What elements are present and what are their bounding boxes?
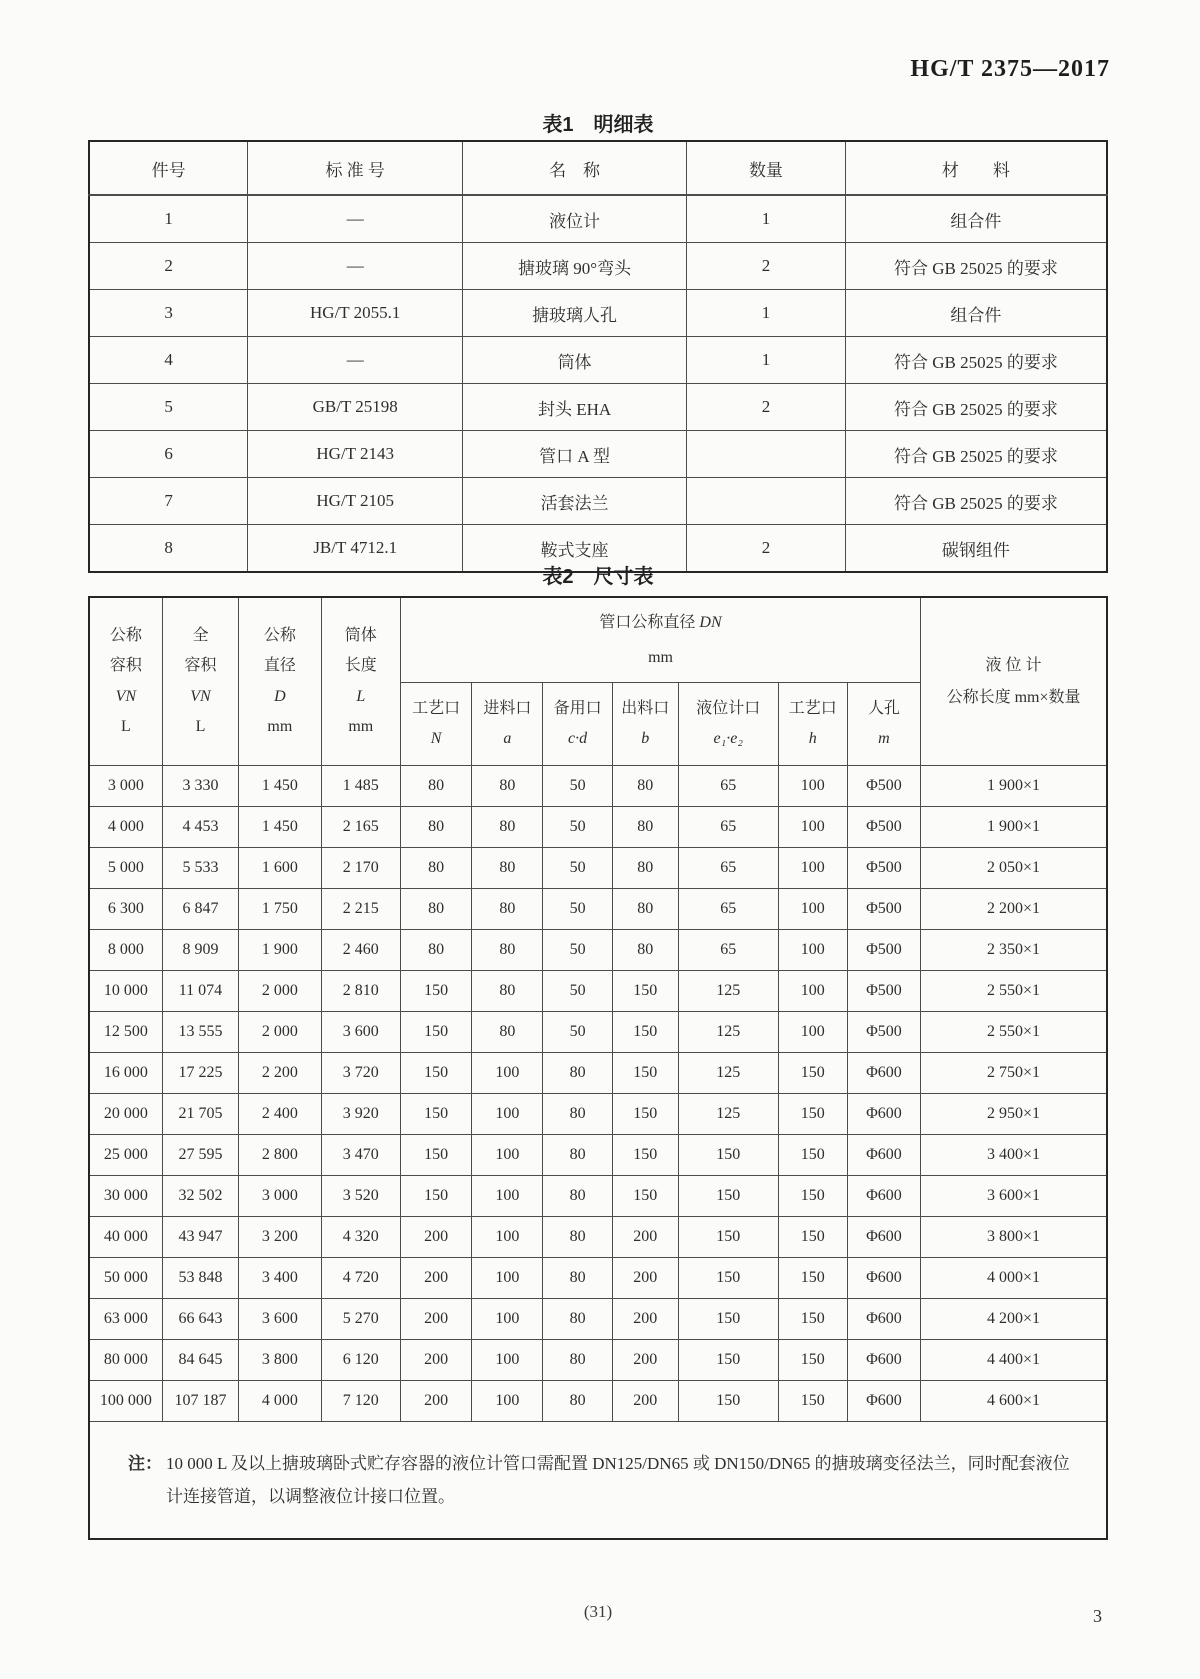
- table-cell: 80: [612, 766, 678, 807]
- table-cell: 50: [543, 889, 612, 930]
- table-cell: 80: [543, 1094, 612, 1135]
- table-cell: 4 720: [321, 1258, 400, 1299]
- table-cell: 150: [678, 1299, 778, 1340]
- table-cell: 200: [612, 1258, 678, 1299]
- table-cell: 1: [687, 195, 846, 243]
- table-cell: 2 000: [239, 971, 321, 1012]
- table-cell: 150: [778, 1176, 847, 1217]
- table-cell: 150: [400, 1012, 471, 1053]
- table-row: [89, 478, 1107, 525]
- table-cell: 150: [400, 1053, 471, 1094]
- col-group-nozzle-dn: 管口公称直径 DN mm: [400, 597, 920, 683]
- table-cell: 150: [778, 1299, 847, 1340]
- table-row: [89, 1176, 1107, 1217]
- table-row: [89, 889, 1107, 930]
- table-cell: 1 450: [239, 766, 321, 807]
- table-cell: 150: [778, 1094, 847, 1135]
- table-cell: 125: [678, 1094, 778, 1135]
- col-header-name: 名 称: [463, 141, 687, 195]
- table-row: [89, 1135, 1107, 1176]
- table-cell: 5: [89, 384, 248, 431]
- table-cell: 100: [472, 1176, 543, 1217]
- table-cell: 2 050×1: [921, 848, 1107, 889]
- table-cell: 2: [687, 525, 846, 573]
- table-cell: 150: [678, 1340, 778, 1381]
- table-cell: 200: [400, 1340, 471, 1381]
- table2-note-section: [89, 1422, 1107, 1540]
- table-cell: 200: [400, 1217, 471, 1258]
- table-row: [89, 1381, 1107, 1422]
- table-cell: 3 000: [89, 766, 162, 807]
- table-cell: Φ600: [847, 1258, 920, 1299]
- table-row: [89, 971, 1107, 1012]
- table-cell: 200: [400, 1381, 471, 1422]
- table-row: [89, 1217, 1107, 1258]
- table-cell: 4 400×1: [921, 1340, 1107, 1381]
- table-cell: HG/T 2105: [248, 478, 463, 525]
- table2-caption: 表2 尺寸表: [542, 566, 654, 588]
- table-cell: 150: [612, 971, 678, 1012]
- table-cell: Φ600: [847, 1176, 920, 1217]
- table-row: [89, 243, 1107, 290]
- table-cell: 2 750×1: [921, 1053, 1107, 1094]
- table-cell: 30 000: [89, 1176, 162, 1217]
- col-header-level-gauge: 液 位 计 公称长度 mm×数量: [921, 597, 1107, 766]
- table-cell: HG/T 2055.1: [248, 290, 463, 337]
- table-cell: 组合件: [845, 195, 1107, 243]
- table-cell: 80: [400, 766, 471, 807]
- table-cell: 65: [678, 930, 778, 971]
- table-cell: 6 300: [89, 889, 162, 930]
- col-header-nominal-volume: 公称 容积 VN L: [89, 597, 162, 766]
- table-cell: 50: [543, 1012, 612, 1053]
- table-cell: 50: [543, 766, 612, 807]
- table-cell: 53 848: [162, 1258, 238, 1299]
- table-cell: 2 215: [321, 889, 400, 930]
- table-cell: 100: [472, 1258, 543, 1299]
- table-cell: Φ500: [847, 889, 920, 930]
- table-cell: 7 120: [321, 1381, 400, 1422]
- table-row: [89, 930, 1107, 971]
- table-cell: 80: [472, 971, 543, 1012]
- table-cell: 4: [89, 337, 248, 384]
- table-cell: 2: [687, 384, 846, 431]
- table-cell: 4 000: [239, 1381, 321, 1422]
- table-cell: 150: [778, 1258, 847, 1299]
- table-cell: 2 170: [321, 848, 400, 889]
- table-cell: 80 000: [89, 1340, 162, 1381]
- table-cell: Φ600: [847, 1381, 920, 1422]
- table-cell: 3 470: [321, 1135, 400, 1176]
- table-cell: 80: [543, 1258, 612, 1299]
- table-cell: Φ500: [847, 848, 920, 889]
- table-row: [89, 337, 1107, 384]
- table-cell: Φ600: [847, 1135, 920, 1176]
- table-cell: Φ600: [847, 1340, 920, 1381]
- table-cell: 150: [612, 1176, 678, 1217]
- table-cell: 43 947: [162, 1217, 238, 1258]
- table-cell: 管口 A 型: [463, 431, 687, 478]
- table-cell: 150: [778, 1135, 847, 1176]
- table-cell: 2 200: [239, 1053, 321, 1094]
- table-cell: 4 320: [321, 1217, 400, 1258]
- table-cell: 65: [678, 889, 778, 930]
- table-row: [89, 807, 1107, 848]
- col-header-process-port-n: 工艺口 N: [400, 683, 471, 766]
- table-cell: 活套法兰: [463, 478, 687, 525]
- table-cell: —: [248, 243, 463, 290]
- table-cell: 1 900×1: [921, 807, 1107, 848]
- table-cell: 150: [612, 1094, 678, 1135]
- table-cell: 150: [678, 1381, 778, 1422]
- table-cell: 3 920: [321, 1094, 400, 1135]
- table-cell: Φ600: [847, 1299, 920, 1340]
- table-cell: 100: [778, 889, 847, 930]
- col-header-full-volume: 全 容积 VN L: [162, 597, 238, 766]
- table-cell: 80: [543, 1299, 612, 1340]
- table-cell: 32 502: [162, 1176, 238, 1217]
- table-cell: 100: [472, 1340, 543, 1381]
- table-cell: 2: [687, 243, 846, 290]
- table-cell: 40 000: [89, 1217, 162, 1258]
- table-cell: 200: [400, 1299, 471, 1340]
- table-cell: Φ600: [847, 1217, 920, 1258]
- table-cell: 27 595: [162, 1135, 238, 1176]
- table-cell: 2 460: [321, 930, 400, 971]
- table-cell: 符合 GB 25025 的要求: [845, 243, 1107, 290]
- table-cell: 150: [612, 1053, 678, 1094]
- table-cell: 3 520: [321, 1176, 400, 1217]
- col-header-feed-port-a: 进料口 a: [472, 683, 543, 766]
- table-cell: 3: [89, 290, 248, 337]
- table-cell: 2 165: [321, 807, 400, 848]
- table-cell: 1 600: [239, 848, 321, 889]
- table-cell: 125: [678, 1053, 778, 1094]
- table-cell: 符合 GB 25025 的要求: [845, 337, 1107, 384]
- table-cell: 2 400: [239, 1094, 321, 1135]
- table-cell: 符合 GB 25025 的要求: [845, 431, 1107, 478]
- table-cell: —: [248, 337, 463, 384]
- col-header-quantity: 数量: [687, 141, 846, 195]
- table-cell: 1 750: [239, 889, 321, 930]
- table-cell: 80: [400, 848, 471, 889]
- table-cell: 65: [678, 766, 778, 807]
- table-row: [89, 766, 1107, 807]
- table-cell: 100: [778, 971, 847, 1012]
- table-cell: 50: [543, 807, 612, 848]
- table-cell: Φ500: [847, 807, 920, 848]
- table-cell: 100: [472, 1094, 543, 1135]
- table-cell: 63 000: [89, 1299, 162, 1340]
- table-cell: 100: [778, 848, 847, 889]
- table-cell: 80: [472, 1012, 543, 1053]
- standard-number: HG/T 2375—2017: [910, 56, 1110, 82]
- table-cell: 搪玻璃人孔: [463, 290, 687, 337]
- col-header-nominal-diameter: 公称 直径 D mm: [239, 597, 321, 766]
- table-row: [89, 431, 1107, 478]
- table1-header: [89, 141, 1107, 195]
- table-cell: 80: [400, 889, 471, 930]
- table-cell: 6: [89, 431, 248, 478]
- table-cell: 150: [612, 1012, 678, 1053]
- table-cell: 4 600×1: [921, 1381, 1107, 1422]
- table-cell: 2 350×1: [921, 930, 1107, 971]
- table-cell: 3 600: [321, 1012, 400, 1053]
- table-cell: 150: [400, 1135, 471, 1176]
- table-cell: 5 270: [321, 1299, 400, 1340]
- table-cell: 1 900: [239, 930, 321, 971]
- table-cell: 80: [543, 1340, 612, 1381]
- table-cell: 150: [400, 1176, 471, 1217]
- col-header-process-port-h: 工艺口 h: [778, 683, 847, 766]
- table-cell: 80: [543, 1217, 612, 1258]
- table-cell: 5 533: [162, 848, 238, 889]
- table-cell: Φ600: [847, 1094, 920, 1135]
- table-cell: —: [248, 195, 463, 243]
- table-cell: 100: [778, 930, 847, 971]
- table-cell: 50: [543, 848, 612, 889]
- table-cell: 80: [612, 930, 678, 971]
- table-cell: 1: [89, 195, 248, 243]
- table-cell: 200: [612, 1381, 678, 1422]
- table-cell: 100: [778, 807, 847, 848]
- table-cell: 150: [778, 1340, 847, 1381]
- table-cell: 3 330: [162, 766, 238, 807]
- table-cell: 3 800: [239, 1340, 321, 1381]
- table-cell: 8 000: [89, 930, 162, 971]
- table-cell: 2 000: [239, 1012, 321, 1053]
- table-cell: 11 074: [162, 971, 238, 1012]
- table-cell: 100: [472, 1381, 543, 1422]
- table-cell: 50: [543, 930, 612, 971]
- table-cell: 4 000: [89, 807, 162, 848]
- table-cell: 3 800×1: [921, 1217, 1107, 1258]
- table-cell: 200: [612, 1299, 678, 1340]
- table-cell: 80: [612, 889, 678, 930]
- table-cell: 80: [472, 848, 543, 889]
- table-cell: 80: [612, 807, 678, 848]
- table-row: [89, 1094, 1107, 1135]
- table2-body: [89, 766, 1107, 1422]
- table-cell: 66 643: [162, 1299, 238, 1340]
- table-cell: 150: [400, 971, 471, 1012]
- table-cell: 7: [89, 478, 248, 525]
- table-cell: HG/T 2143: [248, 431, 463, 478]
- table-row: [89, 1012, 1107, 1053]
- table-cell: 150: [778, 1381, 847, 1422]
- table-cell: GB/T 25198: [248, 384, 463, 431]
- table-cell: 100: [778, 1012, 847, 1053]
- table-cell: 5 000: [89, 848, 162, 889]
- table-cell: 80: [612, 848, 678, 889]
- table-cell: 80: [472, 807, 543, 848]
- table-cell: 150: [778, 1053, 847, 1094]
- table-cell: 80: [472, 930, 543, 971]
- table-cell: JB/T 4712.1: [248, 525, 463, 573]
- table-row: [89, 290, 1107, 337]
- table-cell: [687, 478, 846, 525]
- table-cell: 150: [678, 1258, 778, 1299]
- table-cell: Φ500: [847, 971, 920, 1012]
- table-cell: 8 909: [162, 930, 238, 971]
- table-cell: 17 225: [162, 1053, 238, 1094]
- table-cell: 组合件: [845, 290, 1107, 337]
- table-cell: 碳钢组件: [845, 525, 1107, 573]
- table-cell: 10 000: [89, 971, 162, 1012]
- table-cell: 2 550×1: [921, 1012, 1107, 1053]
- table-cell: 150: [612, 1135, 678, 1176]
- col-header-spare-port-cd: 备用口 c·d: [543, 683, 612, 766]
- table1-body: [89, 195, 1107, 572]
- table-cell: 2 810: [321, 971, 400, 1012]
- table-cell: 16 000: [89, 1053, 162, 1094]
- table-row: [89, 141, 1107, 195]
- table-cell: 1 485: [321, 766, 400, 807]
- table-cell: 200: [612, 1340, 678, 1381]
- table-cell: 3 720: [321, 1053, 400, 1094]
- table-cell: 100: [472, 1053, 543, 1094]
- table-cell: 125: [678, 971, 778, 1012]
- table-cell: 1 900×1: [921, 766, 1107, 807]
- table2-dimensions: [88, 596, 1108, 1540]
- table-cell: 150: [778, 1217, 847, 1258]
- table-cell: 4 000×1: [921, 1258, 1107, 1299]
- folio-number: (31): [583, 1602, 613, 1621]
- table-cell: 3 400×1: [921, 1135, 1107, 1176]
- table-cell: 3 200: [239, 1217, 321, 1258]
- table-cell: 80: [472, 766, 543, 807]
- table-cell: 80: [400, 930, 471, 971]
- table-cell: 150: [678, 1135, 778, 1176]
- table1-caption: 表1 明细表: [542, 114, 654, 136]
- table-cell: Φ500: [847, 766, 920, 807]
- table-cell: 100: [778, 766, 847, 807]
- table-cell: 25 000: [89, 1135, 162, 1176]
- table-cell: 80: [543, 1053, 612, 1094]
- table-cell: 筒体: [463, 337, 687, 384]
- table-cell: 80: [543, 1135, 612, 1176]
- table-cell: 125: [678, 1012, 778, 1053]
- table-cell: 符合 GB 25025 的要求: [845, 478, 1107, 525]
- table-cell: 21 705: [162, 1094, 238, 1135]
- table-cell: Φ600: [847, 1053, 920, 1094]
- table-row: [89, 195, 1107, 243]
- table-cell: [687, 431, 846, 478]
- table2-note: [89, 1422, 1107, 1540]
- table-cell: 1 450: [239, 807, 321, 848]
- col-header-manhole-m: 人孔 m: [847, 683, 920, 766]
- table-cell: 3 600×1: [921, 1176, 1107, 1217]
- table-cell: 80: [472, 889, 543, 930]
- table1-detail-list: [88, 140, 1108, 573]
- note-label: 注：: [128, 1453, 162, 1473]
- col-header-item-no: 件号: [89, 141, 248, 195]
- table-cell: 6 847: [162, 889, 238, 930]
- table-cell: 液位计: [463, 195, 687, 243]
- table-cell: 50: [543, 971, 612, 1012]
- table-row: [89, 1422, 1107, 1540]
- table-cell: 搪玻璃 90°弯头: [463, 243, 687, 290]
- note-text: 10 000 L 及以上搪玻璃卧式贮存容器的液位计管口需配置 DN125/DN65 或 DN150/DN65 的搪玻璃变径法兰，同时配套液位计连接管道，以调整液位计接口位置。: [166, 1453, 1070, 1506]
- table-cell: 2: [89, 243, 248, 290]
- table-cell: 150: [400, 1094, 471, 1135]
- table-row: [89, 1053, 1107, 1094]
- table-cell: 3 400: [239, 1258, 321, 1299]
- table-row: [89, 1299, 1107, 1340]
- table-cell: 4 200×1: [921, 1299, 1107, 1340]
- table-cell: 65: [678, 807, 778, 848]
- table-cell: 20 000: [89, 1094, 162, 1135]
- table-cell: 符合 GB 25025 的要求: [845, 384, 1107, 431]
- table-cell: 107 187: [162, 1381, 238, 1422]
- table-cell: 80: [400, 807, 471, 848]
- table-row: [89, 597, 1107, 683]
- table-cell: 6 120: [321, 1340, 400, 1381]
- table-cell: 100: [472, 1217, 543, 1258]
- table-cell: 84 645: [162, 1340, 238, 1381]
- table-cell: 3 600: [239, 1299, 321, 1340]
- table-cell: 150: [678, 1217, 778, 1258]
- col-header-shell-length: 筒体 长度 L mm: [321, 597, 400, 766]
- table-cell: 100 000: [89, 1381, 162, 1422]
- table-cell: 200: [400, 1258, 471, 1299]
- table-cell: Φ500: [847, 1012, 920, 1053]
- table-cell: 200: [612, 1217, 678, 1258]
- table-cell: 2 950×1: [921, 1094, 1107, 1135]
- table-cell: 100: [472, 1135, 543, 1176]
- table-row: [89, 384, 1107, 431]
- col-header-gauge-port-e: 液位计口 e₁·e₂: [678, 683, 778, 766]
- table-cell: 13 555: [162, 1012, 238, 1053]
- col-header-discharge-port-b: 出料口 b: [612, 683, 678, 766]
- col-header-material: 材 料: [845, 141, 1107, 195]
- table-cell: 12 500: [89, 1012, 162, 1053]
- table2-header: [89, 597, 1107, 766]
- table-row: [89, 1258, 1107, 1299]
- table-cell: 4 453: [162, 807, 238, 848]
- table-cell: 1: [687, 290, 846, 337]
- table-cell: 鞍式支座: [463, 525, 687, 573]
- table-cell: 2 800: [239, 1135, 321, 1176]
- col-header-standard-no: 标 准 号: [248, 141, 463, 195]
- table-cell: 2 550×1: [921, 971, 1107, 1012]
- table-cell: 8: [89, 525, 248, 573]
- page-number: 3: [1093, 1606, 1102, 1626]
- table-row: [89, 1340, 1107, 1381]
- table-cell: 100: [472, 1299, 543, 1340]
- table-cell: 1: [687, 337, 846, 384]
- table-cell: 150: [678, 1176, 778, 1217]
- table-row: [89, 848, 1107, 889]
- table-cell: 80: [543, 1176, 612, 1217]
- table-cell: Φ500: [847, 930, 920, 971]
- table-cell: 3 000: [239, 1176, 321, 1217]
- table-cell: 80: [543, 1381, 612, 1422]
- table-cell: 50 000: [89, 1258, 162, 1299]
- table-cell: 65: [678, 848, 778, 889]
- table-cell: 封头 EHA: [463, 384, 687, 431]
- table-cell: 2 200×1: [921, 889, 1107, 930]
